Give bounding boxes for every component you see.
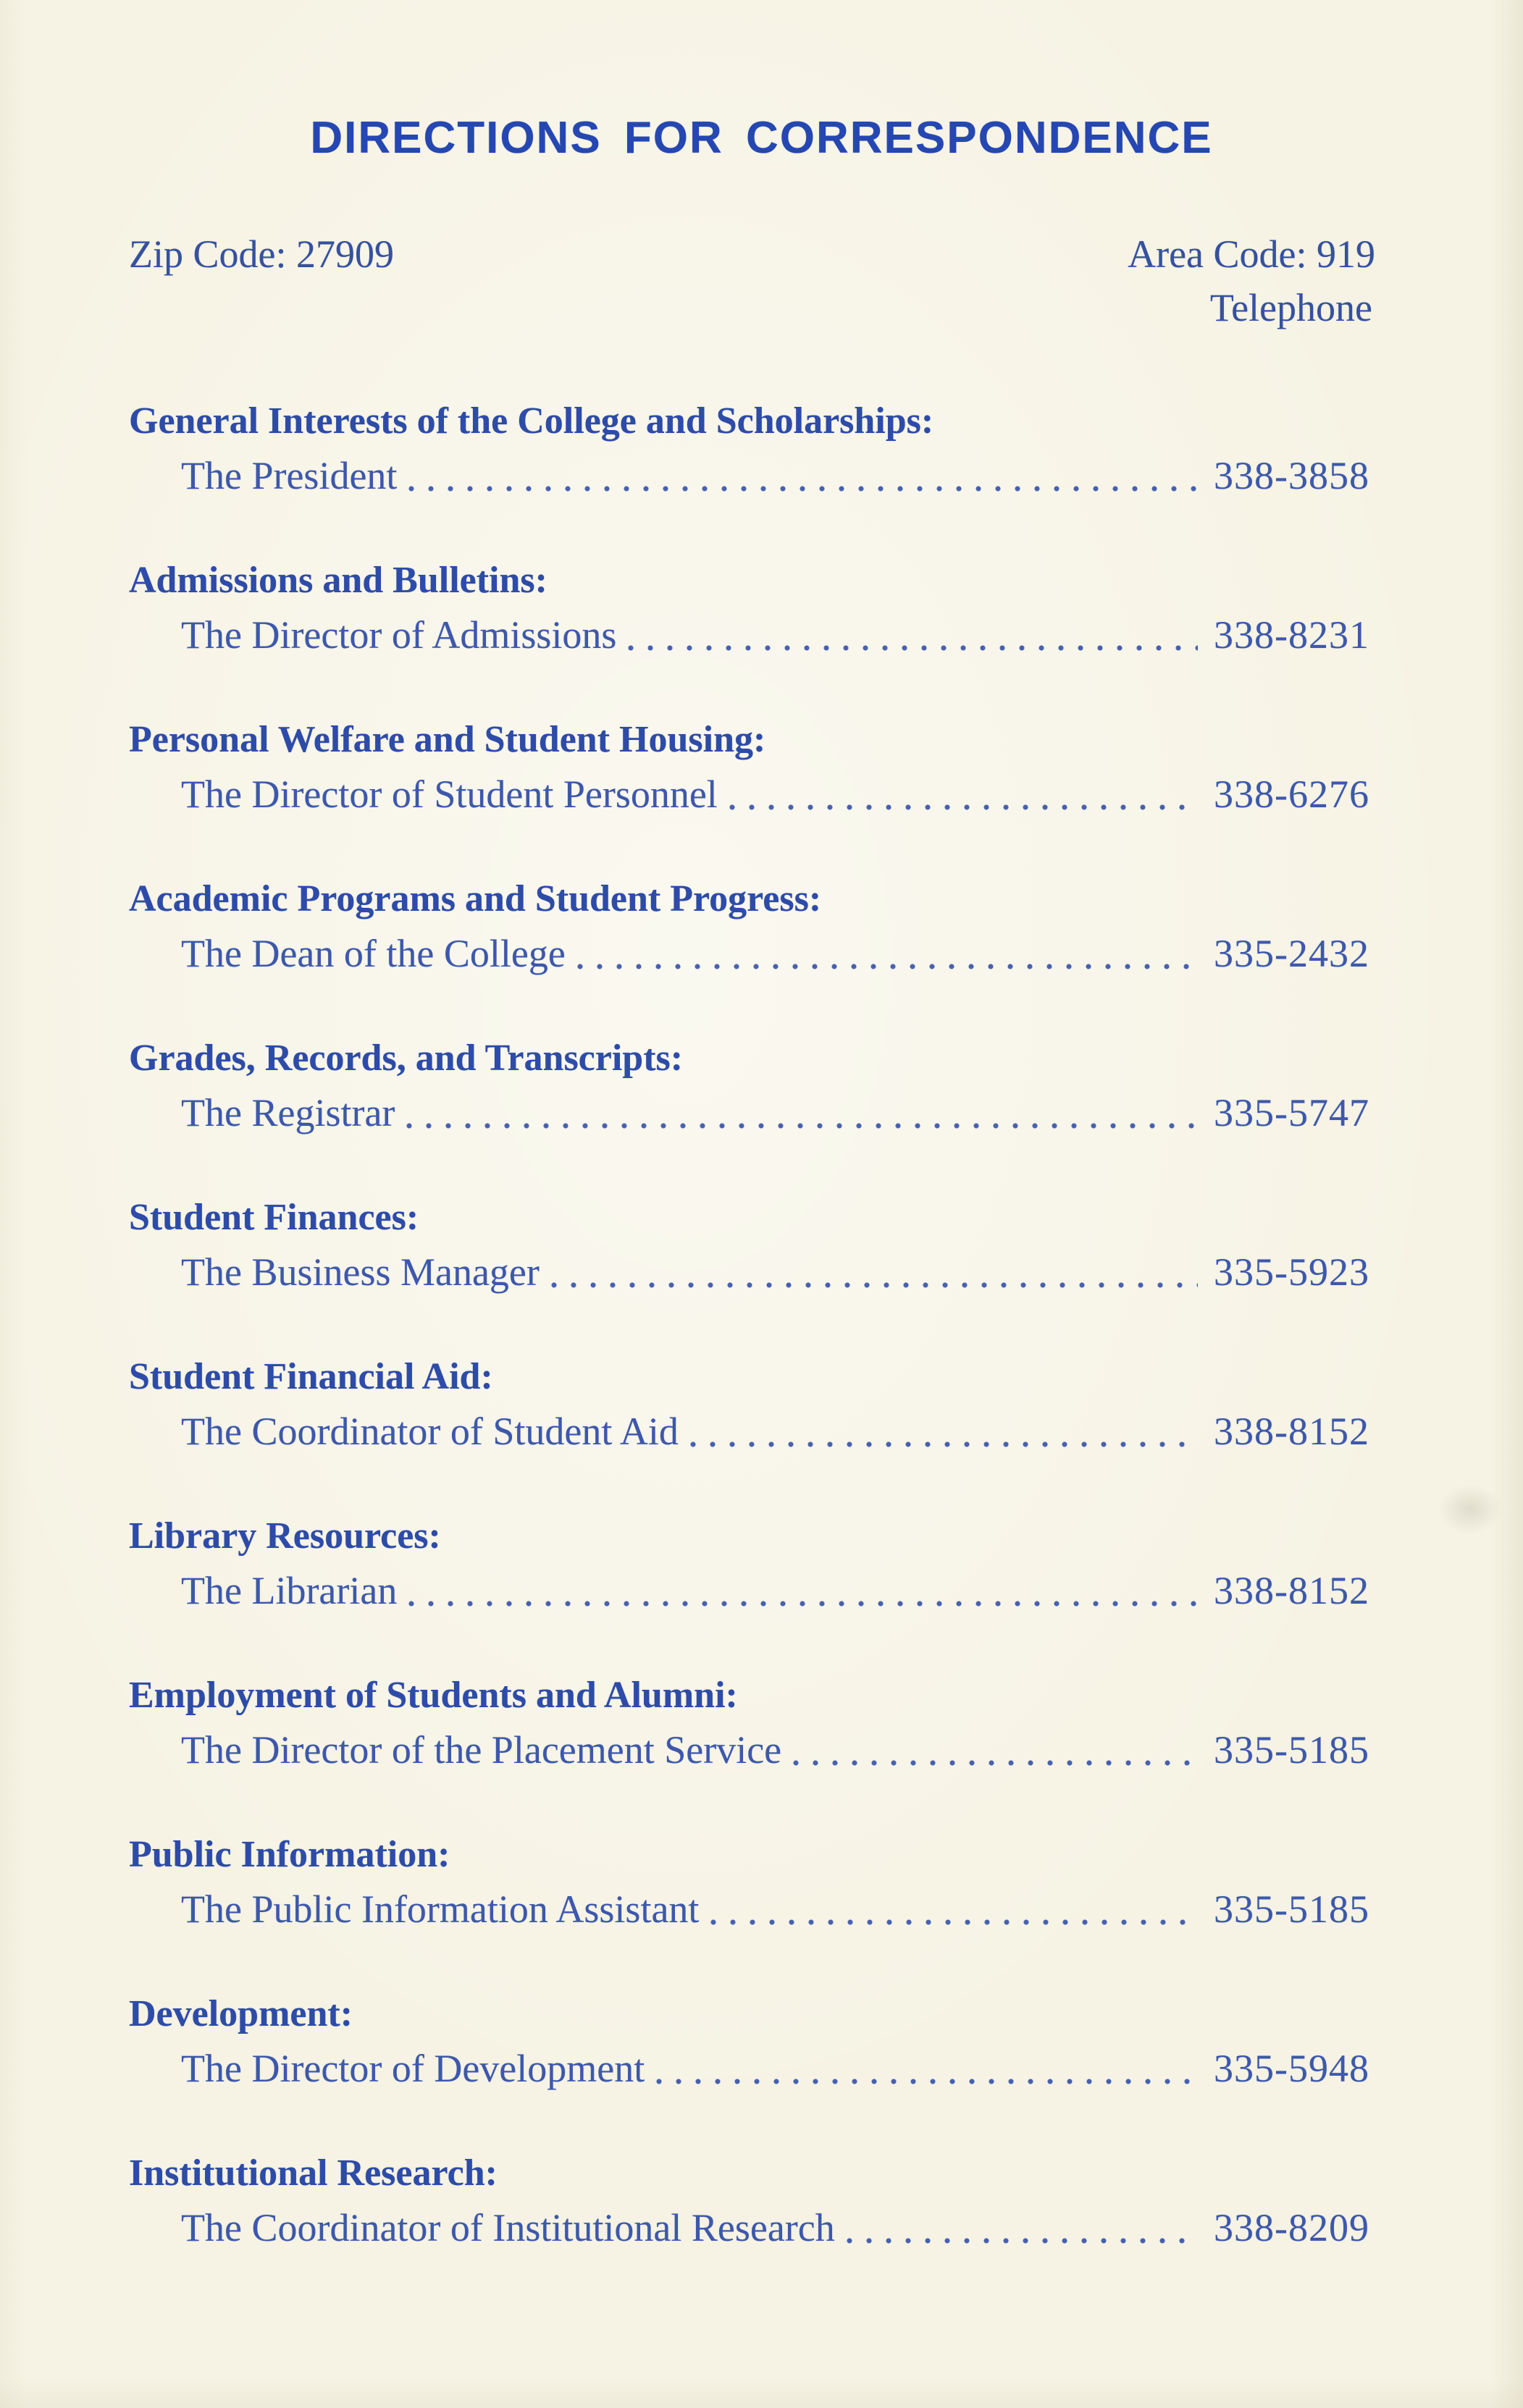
section-heading: Student Financial Aid: xyxy=(129,1356,493,1397)
contact-name: The Registrar xyxy=(181,1091,395,1134)
scan-smudge xyxy=(1438,1484,1503,1535)
dot-leader xyxy=(729,804,1198,811)
contact-name: The Director of Admissions xyxy=(181,613,617,657)
contact-row xyxy=(129,1571,1369,1610)
contact-row xyxy=(129,1412,1369,1451)
section-heading: Library Resources: xyxy=(129,1515,441,1557)
phone-number: 335-2432 xyxy=(1214,932,1369,975)
contact-row xyxy=(129,2208,1369,2247)
contact-name: The Director of Development xyxy=(181,2047,645,2090)
section-heading: Personal Welfare and Student Housing: xyxy=(129,719,766,760)
directory-section xyxy=(129,2152,1369,2249)
contact-name: The Director of Student Personnel xyxy=(181,773,718,816)
zip-code-text: Zip Code: 27909 xyxy=(129,232,394,276)
contact-name: The Public Information Assistant xyxy=(181,1887,700,1931)
contact-row xyxy=(129,1250,1369,1294)
phone-number: 335-5948 xyxy=(1214,2047,1369,2090)
dot-leader xyxy=(847,2237,1198,2244)
dot-leader xyxy=(656,2078,1198,2085)
section-heading: Public Information: xyxy=(129,1834,450,1875)
area-code-text: Area Code: 919 xyxy=(1128,232,1375,276)
phone-number: 338-8152 xyxy=(1214,1569,1369,1612)
contact-row xyxy=(129,2049,1369,2088)
dot-leader xyxy=(793,1759,1198,1767)
dot-leader xyxy=(408,485,1198,492)
contact-row xyxy=(129,456,1369,495)
directory-section xyxy=(129,1199,1369,1292)
page-title: DIRECTIONS FOR CORRESPONDENCE xyxy=(310,113,1213,163)
contact-row xyxy=(129,775,1369,814)
dot-leader xyxy=(551,1281,1198,1289)
phone-number: 335-5923 xyxy=(1214,1250,1369,1294)
phone-number: 338-8209 xyxy=(1214,2206,1369,2249)
directory-section xyxy=(129,1836,1369,1929)
directory-section xyxy=(129,880,1369,973)
section-heading: Grades, Records, and Transcripts: xyxy=(129,1037,684,1079)
phone-number: 338-8152 xyxy=(1214,1410,1369,1453)
contact-name: The Librarian xyxy=(181,1569,398,1612)
directory-section xyxy=(129,1037,1369,1134)
contact-row xyxy=(129,613,1369,657)
contact-row xyxy=(129,1887,1369,1931)
contact-name: The Coordinator of Student Aid xyxy=(181,1410,679,1453)
section-heading: Institutional Research: xyxy=(129,2152,498,2194)
dot-leader xyxy=(628,644,1198,652)
dot-leader xyxy=(577,963,1198,970)
directory-section xyxy=(129,1358,1369,1451)
phone-number: 335-5747 xyxy=(1214,1091,1369,1134)
section-heading: Employment of Students and Alumni: xyxy=(129,1675,738,1716)
dot-leader xyxy=(690,1441,1198,1448)
phone-number: 338-6276 xyxy=(1214,773,1369,816)
section-heading: Student Finances: xyxy=(129,1197,419,1238)
contact-name: The Coordinator of Institutional Research xyxy=(181,2206,835,2249)
contact-name: The President xyxy=(181,454,398,497)
telephone-label: Telephone xyxy=(1209,286,1372,329)
directory-section xyxy=(129,400,1369,497)
contact-name: The Director of the Placement Service xyxy=(181,1728,782,1772)
dot-leader xyxy=(406,1122,1198,1129)
directory-section xyxy=(129,721,1369,814)
phone-number: 338-3858 xyxy=(1214,454,1369,497)
phone-number: 338-8231 xyxy=(1214,613,1369,657)
contact-row xyxy=(129,1728,1369,1772)
dot-leader xyxy=(408,1600,1198,1607)
directory-section xyxy=(129,1995,1369,2088)
section-heading: Development: xyxy=(129,1993,353,2034)
contact-row xyxy=(129,934,1369,973)
directory-section xyxy=(129,1517,1369,1610)
contact-name: The Dean of the College xyxy=(181,932,566,975)
directory-section xyxy=(129,560,1369,657)
section-heading: Academic Programs and Student Progress: xyxy=(129,878,822,919)
section-heading: General Interests of the College and Scholarships: xyxy=(129,400,934,442)
contact-name: The Business Manager xyxy=(181,1250,540,1294)
directory-section xyxy=(129,1675,1369,1772)
contact-row xyxy=(129,1093,1369,1132)
phone-number: 335-5185 xyxy=(1214,1887,1369,1931)
dot-leader xyxy=(710,1919,1198,1926)
phone-number: 335-5185 xyxy=(1214,1728,1369,1772)
section-heading: Admissions and Bulletins: xyxy=(129,560,547,601)
